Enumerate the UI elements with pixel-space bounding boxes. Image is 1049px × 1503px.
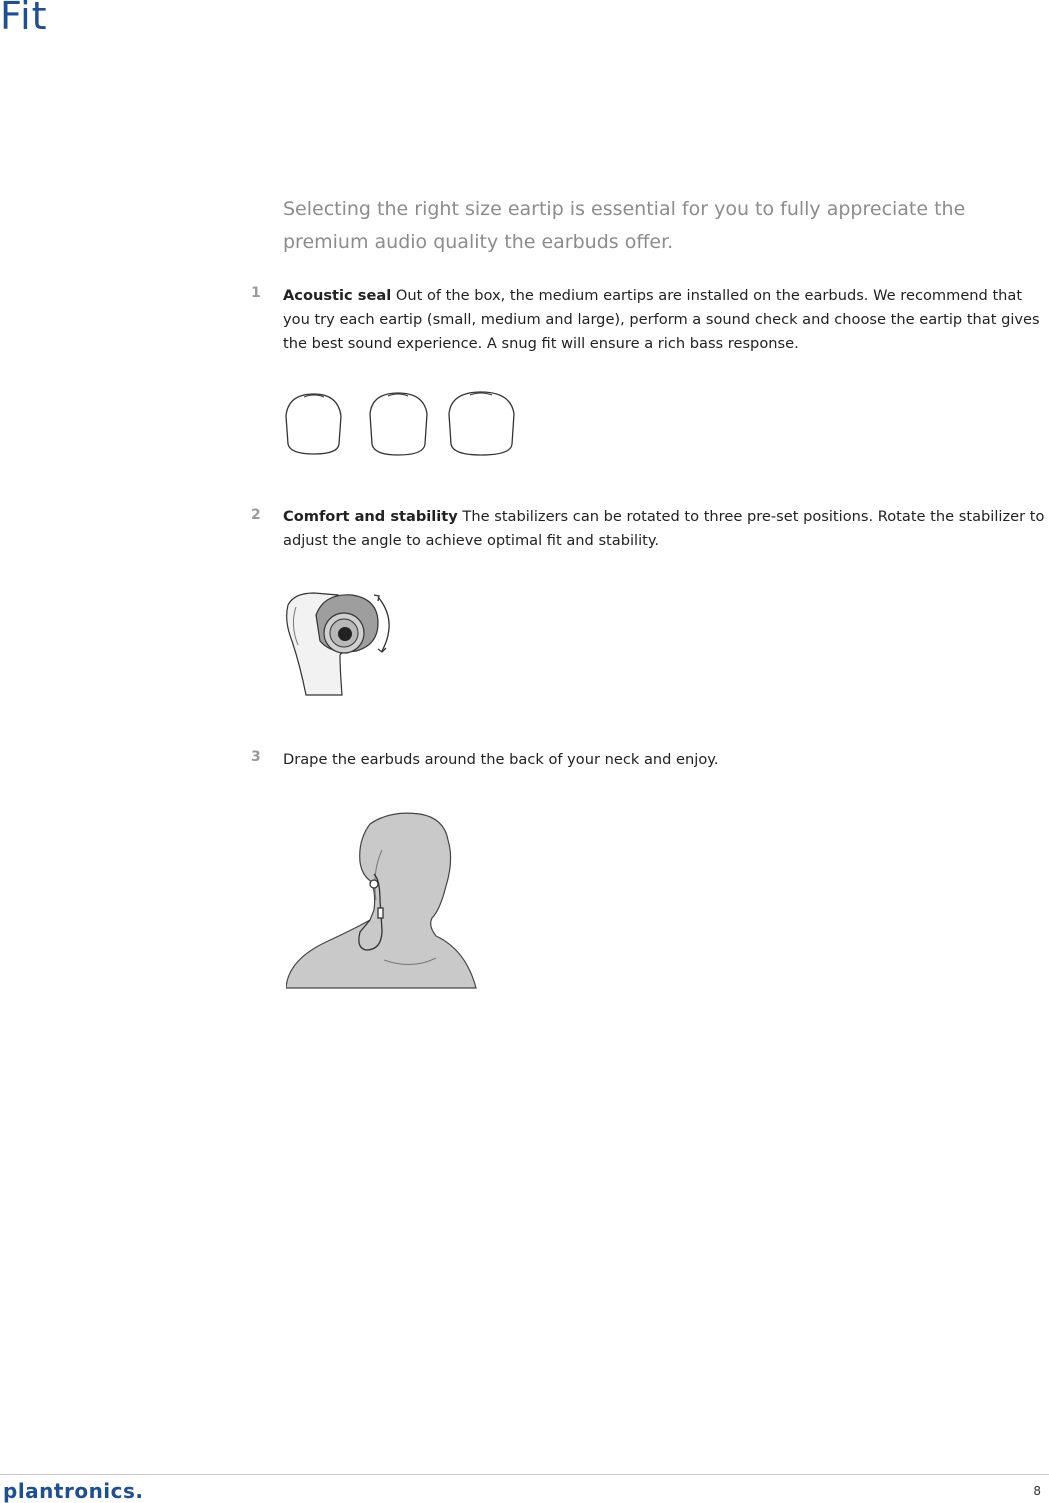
stabilizer-illustration bbox=[282, 585, 402, 697]
step-number: 1 bbox=[251, 285, 261, 301]
person-body bbox=[286, 813, 476, 988]
step-body: The stabilizers can be rotated to three pre-set positions. Rotate the stabilizer to adjust the angle to achieve optimal fit and stability. bbox=[283, 508, 1045, 549]
page-title: Fit bbox=[0, 0, 48, 38]
step-number: 3 bbox=[251, 749, 261, 765]
step-text bbox=[283, 505, 1049, 553]
step-text bbox=[283, 284, 1049, 356]
person-illustration bbox=[286, 810, 478, 990]
step-heading: Acoustic seal bbox=[283, 287, 392, 304]
step-body: Out of the box, the medium eartips are installed on the earbuds. We recommend that you try each eartip (small, medium and large), perform a sound check and choose the eartip that gives the best sound experience. A snug fit will ensure a rich bass response. bbox=[283, 287, 1040, 352]
eartip-medium bbox=[370, 393, 427, 455]
footer-divider bbox=[0, 1474, 1049, 1475]
step-number: 2 bbox=[251, 507, 261, 523]
intro-paragraph: Selecting the right size eartip is essential for you to fully appreciate the premium audio quality the earbuds offer. bbox=[283, 198, 966, 253]
eartips-illustration bbox=[280, 388, 520, 460]
eartip-small bbox=[286, 394, 341, 454]
plantronics-logo: plantronics. bbox=[3, 1479, 144, 1503]
step-heading: Comfort and stability bbox=[283, 508, 458, 525]
step-text: Drape the earbuds around the back of your neck and enjoy. bbox=[283, 751, 719, 768]
page-number: 8 bbox=[1033, 1484, 1041, 1498]
eartip-large bbox=[449, 392, 514, 455]
